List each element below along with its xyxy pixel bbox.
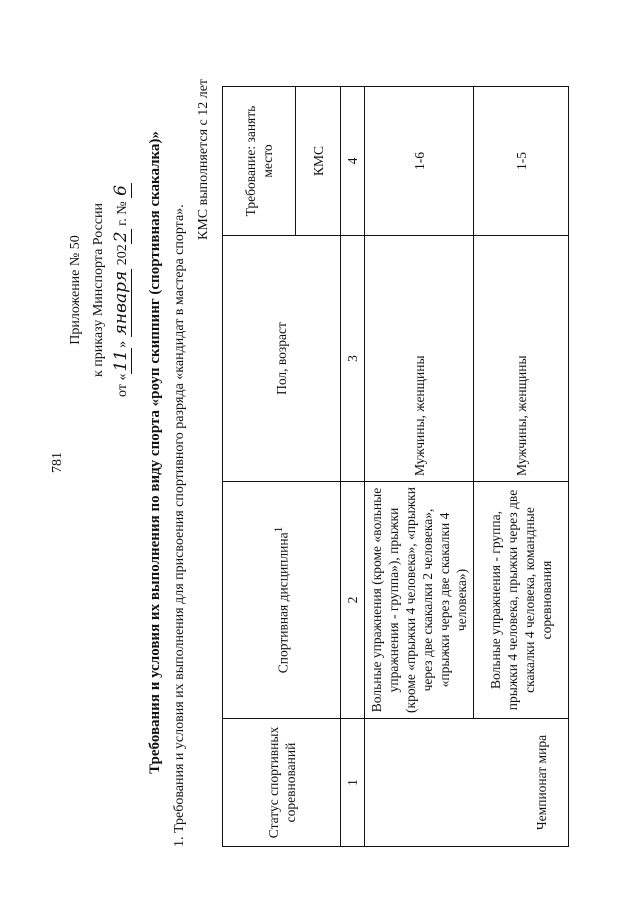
handwritten-day: 11 — [111, 349, 131, 372]
col-number-3: 3 — [341, 236, 365, 482]
order-date-line: от «11» января 2022 г. № 6 — [111, 185, 131, 397]
page-number: 781 — [50, 452, 65, 473]
place-cell: 1-5 — [474, 87, 569, 236]
status-cell: Чемпионат мира — [365, 719, 569, 847]
order-line: к приказу Минспорта России — [91, 203, 106, 377]
table-header-row — [223, 87, 296, 847]
handwritten-month: января — [111, 270, 131, 336]
sex-age-cell: Мужчины, женщины — [474, 236, 569, 482]
section-subtitle: 1. Требования и условия их выполнения для присвоения спортивного разряда «кандидат в мастера спорта». — [172, 204, 187, 847]
header-kms: КМС — [296, 87, 341, 236]
col-number-2: 2 — [341, 482, 365, 719]
kms-age-note: КМС выполняется с 12 лет — [196, 78, 211, 240]
col-number-4: 4 — [341, 87, 365, 236]
sex-age-cell: Мужчины, женщины — [365, 236, 474, 482]
discipline-cell: Вольные упражнения - группа, прыжки 4 человека, прыжки через две скакалки 4 человека, командные соревнования — [474, 482, 569, 719]
column-number-row — [341, 87, 365, 847]
requirements-table — [222, 86, 569, 847]
handwritten-year-digit: 2 — [111, 231, 131, 243]
header-requirement: Требование: занять место — [223, 87, 296, 236]
header-status: Статус спортивных соревнований — [223, 719, 341, 847]
appendix-line: Приложение № 50 — [68, 235, 83, 345]
table-row — [365, 87, 474, 847]
discipline-cell: Вольные упражнения (кроме «вольные упражнения - группа»), прыжки (кроме «прыжки 4 человека», «прыжки через две скакалки 2 человека», «прыжки через две скакалки 4 человека») — [365, 482, 474, 719]
handwritten-order-number: 6 — [111, 185, 131, 196]
footnote-mark: 1 — [273, 526, 286, 533]
col-number-1: 1 — [341, 719, 365, 847]
place-cell: 1-6 — [365, 87, 474, 236]
header-discipline: Спортивная дисциплина$^1$ — [223, 482, 341, 719]
document-title: Требования и условия их выполнения по виду спорта «роуп скиппинг (спортивная скакалка)» — [147, 131, 163, 774]
header-sex-age: Пол, возраст — [223, 236, 341, 482]
order-header — [64, 160, 134, 420]
